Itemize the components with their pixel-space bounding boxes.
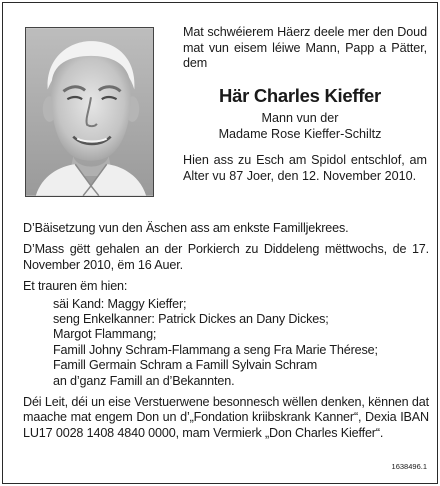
donation-notice: Déi Leit, déi un eise Verstuerwene besonnesch wëllen denken, kënnen dat maache mat engem Don un d’„Fondation kriibskrank Kanner“, Dexia IBAN LU17 0028 1408 4840 0000, mam Vermierk „Don Charles Kieffer“. [23, 395, 429, 440]
relation-line: Mann vun der [261, 111, 339, 125]
mourners-list [53, 297, 429, 389]
mourner-item: Margot Flammang; [53, 327, 157, 342]
mourner-item: Famill Johny Schram-Flammang a seng Fra Marie Thérese; [53, 342, 378, 357]
mourner-item: an d’ganz Famill an d’Bekannten. [53, 373, 235, 388]
obituary-frame [2, 2, 438, 484]
relation-block [171, 111, 429, 142]
mourner-item: Famill Germain Schram a Famill Sylvain Schram [53, 358, 318, 373]
portrait-image [26, 28, 153, 196]
portrait-photo [25, 27, 154, 197]
mourners-heading: Et trauren ëm hien: [23, 279, 128, 294]
funeral-notice: D’Bäisetzung vun den Äschen ass am enkste Familljekrees. [23, 221, 349, 235]
obituary-body [23, 221, 429, 447]
death-notice: Hien ass zu Esch am Spidol entschlof, am Alter vu 87 Joer, den 12. November 2010. [183, 153, 427, 183]
mourner-item: seng Enkelkanner: Patrick Dickes an Dany Dickes; [53, 312, 329, 327]
spouse-name: Madame Rose Kieffer-Schiltz [218, 126, 382, 141]
reference-number: 1638496.1 [391, 462, 427, 471]
mourner-item: säi Kand: Maggy Kieffer; [53, 296, 187, 311]
mass-notice: D’Mass gëtt gehalen an der Porkierch zu Diddeleng mëttwochs, de 17. November 2010, ëm 16 Auer. [23, 242, 429, 272]
deceased-name: Här Charles Kieffer [219, 85, 381, 106]
intro-text: Mat schwéierem Häerz deele mer den Doud mat vun eisem léiwe Mann, Papp a Pätter, dem [183, 25, 427, 71]
